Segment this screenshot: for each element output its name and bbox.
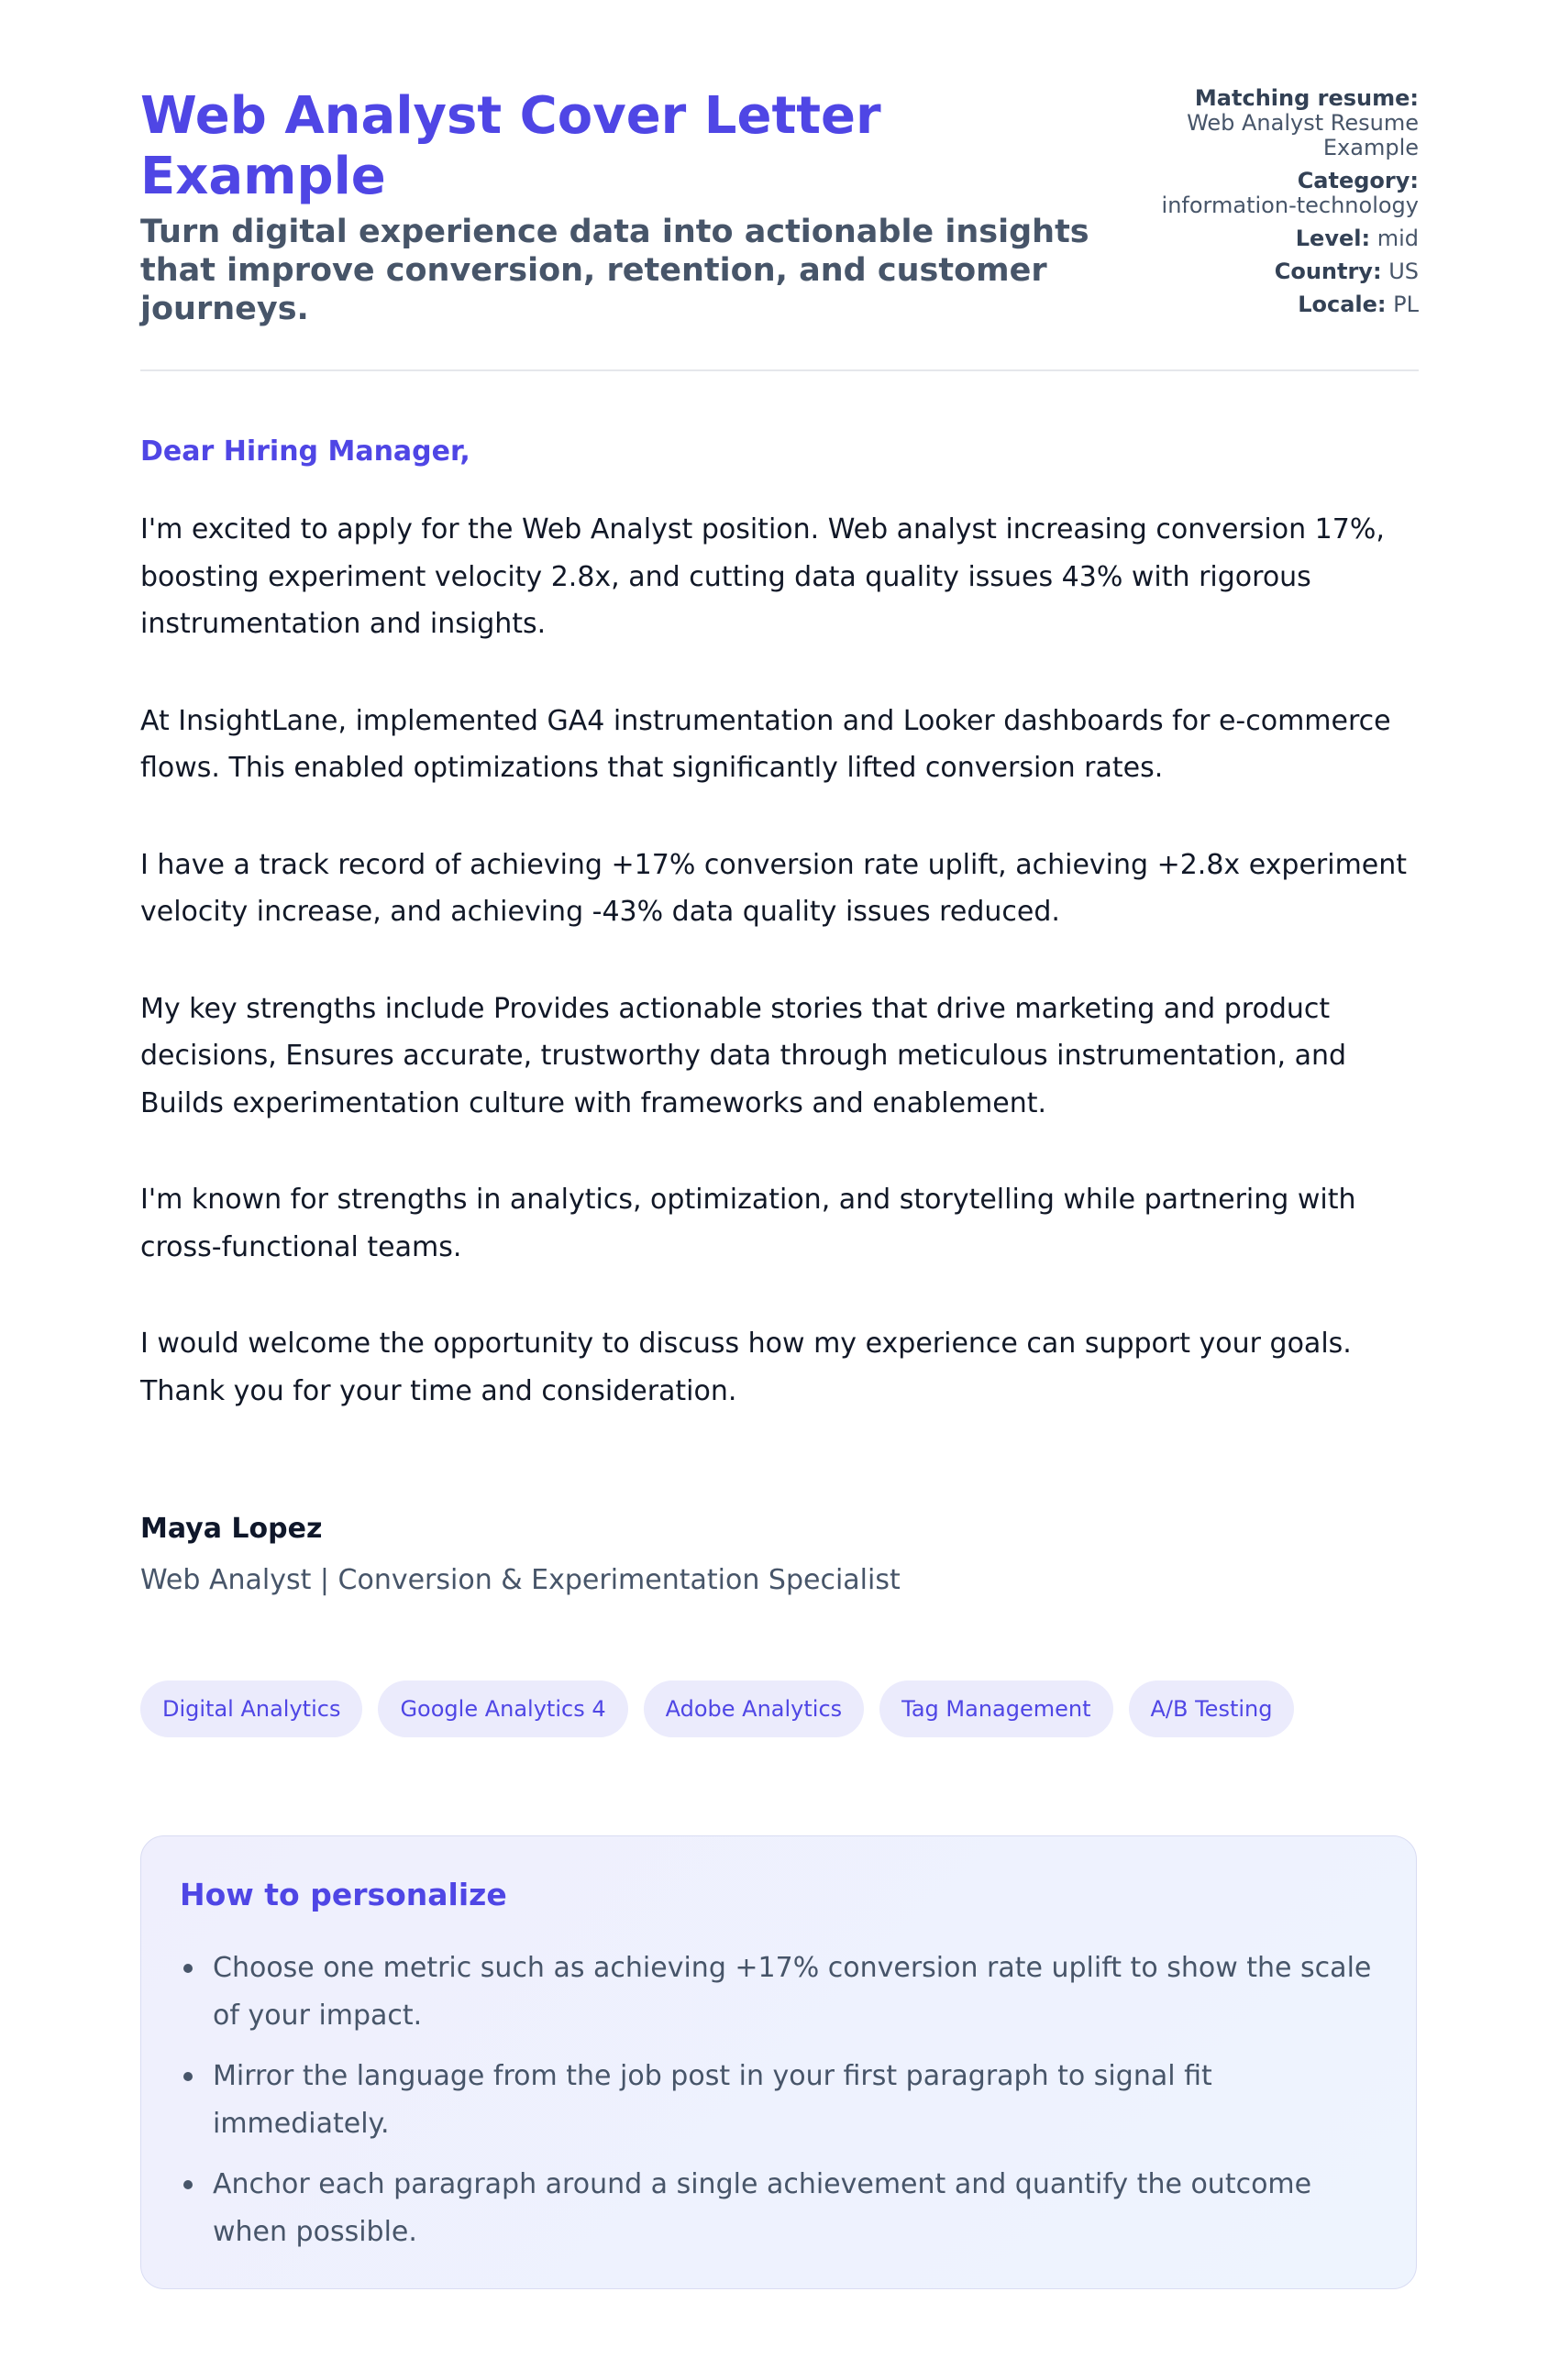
signature [140, 1511, 901, 1599]
bullet-icon [183, 2180, 193, 2189]
skill-tag: A/B Testing [1129, 1680, 1295, 1737]
meta-level [1116, 226, 1419, 251]
letter-paragraph: I'm known for strengths in analytics, optimization, and storytelling while partnering with cross-functional teams. [140, 1184, 1356, 1263]
meta-label: Locale: [1298, 292, 1387, 317]
page-subtitle: Turn digital experience data into actionable insights that improve conversion, retention, and customer journeys. [140, 214, 1089, 327]
meta-value: information-technology [1161, 193, 1419, 218]
tips-title: How to personalize [180, 1877, 507, 1912]
meta-label: Category: [1297, 168, 1419, 193]
page-header [140, 0, 1419, 371]
bullet-icon [183, 1964, 193, 1973]
tips-item-text: Mirror the language from the job post in your first paragraph to signal fit immediately. [213, 2060, 1212, 2140]
personalize-tips-box [140, 1835, 1417, 2289]
meta-locale [1116, 292, 1419, 317]
meta-country [1116, 259, 1419, 284]
meta-value: PL [1393, 292, 1419, 317]
meta-label: Level: [1295, 226, 1371, 251]
meta-label: Country: [1274, 259, 1382, 284]
tips-item-text: Anchor each paragraph around a single achievement and quantify the outcome when possible. [213, 2168, 1312, 2248]
letter-paragraph: My key strengths include Provides actionable stories that drive marketing and product decisions, Ensures accurate, trustworthy data through meticulous instrumentation, and Builds experimentation culture with frameworks and enablement. [140, 992, 1347, 1119]
letter-paragraph: At InsightLane, implemented GA4 instrumentation and Looker dashboards for e-commerce flows. This enabled optimizations that significantly lifted conversion rates. [140, 704, 1391, 784]
header-divider [140, 369, 1419, 371]
tips-item-text: Choose one metric such as achieving +17% conversion rate uplift to show the scale of your impact. [213, 1952, 1372, 2032]
skill-tag: Google Analytics 4 [378, 1680, 627, 1737]
tips-list [180, 1945, 1381, 2269]
header-titles [140, 86, 1094, 328]
bullet-icon [183, 2072, 193, 2081]
page-title: Web Analyst Cover Letter Example [140, 86, 881, 206]
letter-greeting: Dear Hiring Manager, [140, 435, 470, 468]
letter-paragraph: I have a track record of achieving +17% conversion rate uplift, achieving +2.8x experiment velocity increase, and achieving -43% data quality issues reduced. [140, 848, 1408, 928]
signature-name: Maya Lopez [140, 1513, 323, 1545]
tips-list-item [180, 2053, 1381, 2147]
meta-panel [1116, 86, 1419, 325]
signature-role: Web Analyst | Conversion & Experimentation Specialist [140, 1564, 901, 1596]
meta-value: US [1388, 259, 1419, 284]
letter-body [140, 506, 1433, 1464]
meta-label: Matching resume: [1194, 85, 1419, 111]
skill-tags [140, 1680, 1294, 1737]
letter-paragraph: I'm excited to apply for the Web Analyst position. Web analyst increasing conversion 17%, boosting experiment velocity 2.8x, and cutting data quality issues 43% with rigorous instrumentation and insights. [140, 513, 1385, 640]
tips-list-item [180, 1945, 1381, 2039]
meta-value: Web Analyst Resume Example [1187, 110, 1419, 160]
meta-matching-resume [1116, 86, 1419, 160]
skill-tag: Adobe Analytics [644, 1680, 865, 1737]
letter-paragraph: I would welcome the opportunity to discuss how my experience can support your goals. Thank you for your time and consideration. [140, 1328, 1352, 1407]
skill-tag: Digital Analytics [140, 1680, 362, 1737]
skill-tag: Tag Management [879, 1680, 1112, 1737]
tips-list-item [180, 2161, 1381, 2255]
meta-value: mid [1377, 226, 1419, 251]
meta-category [1116, 169, 1419, 218]
cover-letter-page [140, 0, 1419, 2248]
